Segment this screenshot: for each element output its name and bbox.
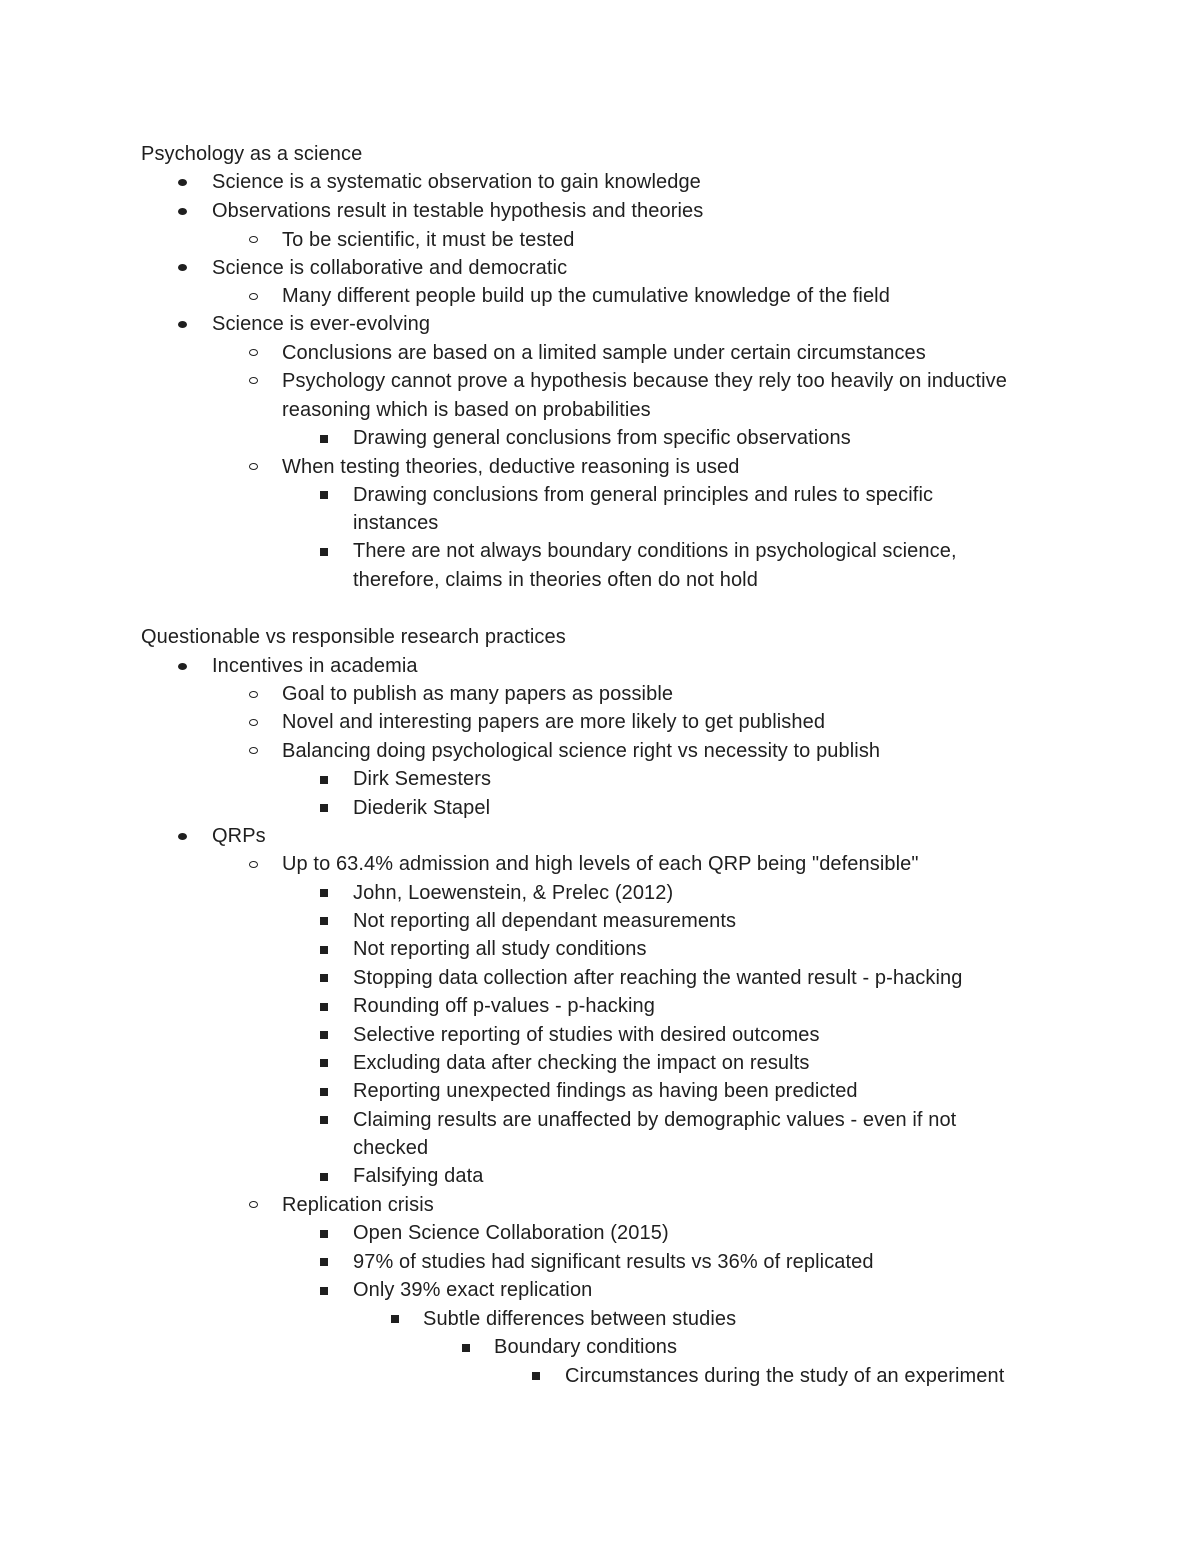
bullet-square-icon bbox=[320, 435, 328, 443]
bullet-square-icon bbox=[320, 1059, 328, 1067]
list-item: Diederik Stapel bbox=[353, 797, 491, 819]
list-item: Claiming results are unaffected by demographic values - even if not bbox=[353, 1109, 957, 1131]
list-item-continuation: therefore, claims in theories often do not hold bbox=[353, 569, 758, 591]
bullet-square-icon bbox=[320, 1287, 328, 1295]
list-item: Psychology cannot prove a hypothesis because they rely too heavily on inductive bbox=[282, 370, 1007, 392]
bullet-circle-icon bbox=[249, 463, 258, 470]
list-item: Open Science Collaboration (2015) bbox=[353, 1222, 669, 1244]
bullet-circle-icon bbox=[249, 377, 258, 384]
list-item: Goal to publish as many papers as possible bbox=[282, 683, 674, 705]
list-item: Conclusions are based on a limited sample under certain circumstances bbox=[282, 342, 926, 364]
bullet-square-icon bbox=[320, 776, 328, 784]
list-item-continuation: checked bbox=[353, 1137, 429, 1159]
list-item: Subtle differences between studies bbox=[423, 1308, 737, 1330]
bullet-circle-icon bbox=[249, 861, 258, 868]
bullet-disc-icon bbox=[178, 208, 187, 215]
list-item: Novel and interesting papers are more likely to get published bbox=[282, 711, 826, 733]
list-item: Many different people build up the cumulative knowledge of the field bbox=[282, 285, 890, 307]
bullet-square-icon bbox=[320, 1173, 328, 1181]
bullet-square-icon bbox=[320, 1003, 328, 1011]
bullet-disc-icon bbox=[178, 179, 187, 186]
list-item: Dirk Semesters bbox=[353, 768, 492, 790]
bullet-square-icon bbox=[320, 974, 328, 982]
list-item: Circumstances during the study of an experiment bbox=[565, 1365, 1005, 1387]
bullet-square-icon bbox=[320, 889, 328, 897]
list-item: Incentives in academia bbox=[212, 655, 418, 677]
list-item: QRPs bbox=[212, 825, 266, 847]
list-item: Falsifying data bbox=[353, 1165, 484, 1187]
list-item: Not reporting all study conditions bbox=[353, 938, 647, 960]
list-item: There are not always boundary conditions in psychological science, bbox=[353, 540, 957, 562]
list-item: John, Loewenstein, & Prelec (2012) bbox=[353, 882, 674, 904]
bullet-square-icon bbox=[320, 1230, 328, 1238]
list-item: Rounding off p-values - p-hacking bbox=[353, 995, 656, 1017]
list-item: Science is collaborative and democratic bbox=[212, 257, 568, 279]
list-item: Drawing conclusions from general principles and rules to specific bbox=[353, 484, 934, 506]
list-item: Excluding data after checking the impact on results bbox=[353, 1052, 810, 1074]
list-item: Selective reporting of studies with desired outcomes bbox=[353, 1024, 820, 1046]
bullet-disc-icon bbox=[178, 833, 187, 840]
list-item: Boundary conditions bbox=[494, 1336, 678, 1358]
bullet-square-icon bbox=[320, 491, 328, 499]
list-item: Up to 63.4% admission and high levels of each QRP being "defensible" bbox=[282, 853, 919, 875]
list-item: Observations result in testable hypothesis and theories bbox=[212, 200, 704, 222]
list-item: 97% of studies had significant results vs 36% of replicated bbox=[353, 1251, 874, 1273]
bullet-circle-icon bbox=[249, 747, 258, 754]
bullet-square-icon bbox=[320, 1258, 328, 1266]
section-heading: Questionable vs responsible research practices bbox=[141, 626, 566, 648]
list-item-continuation: reasoning which is based on probabilities bbox=[282, 399, 651, 421]
bullet-square-icon bbox=[320, 804, 328, 812]
bullet-square-icon bbox=[391, 1315, 399, 1323]
bullet-circle-icon bbox=[249, 349, 258, 356]
list-item: Science is ever-evolving bbox=[212, 313, 431, 335]
bullet-circle-icon bbox=[249, 1201, 258, 1208]
section-heading: Psychology as a science bbox=[141, 143, 363, 165]
list-item: Replication crisis bbox=[282, 1194, 434, 1216]
bullet-circle-icon bbox=[249, 691, 258, 698]
list-item: Stopping data collection after reaching the wanted result - p-hacking bbox=[353, 967, 963, 989]
bullet-square-icon bbox=[320, 548, 328, 556]
list-item: When testing theories, deductive reasoning is used bbox=[282, 456, 740, 478]
bullet-disc-icon bbox=[178, 321, 187, 328]
bullet-square-icon bbox=[320, 917, 328, 925]
bullet-circle-icon bbox=[249, 236, 258, 243]
bullet-square-icon bbox=[462, 1344, 470, 1352]
bullet-disc-icon bbox=[178, 663, 187, 670]
bullet-circle-icon bbox=[249, 293, 258, 300]
list-item: Science is a systematic observation to gain knowledge bbox=[212, 171, 701, 193]
list-item: To be scientific, it must be tested bbox=[282, 229, 575, 251]
bullet-square-icon bbox=[320, 1088, 328, 1096]
list-item: Reporting unexpected findings as having been predicted bbox=[353, 1080, 858, 1102]
list-item: Drawing general conclusions from specific observations bbox=[353, 427, 851, 449]
bullet-square-icon bbox=[320, 1031, 328, 1039]
list-item-continuation: instances bbox=[353, 512, 439, 534]
list-item: Balancing doing psychological science right vs necessity to publish bbox=[282, 740, 881, 762]
bullet-disc-icon bbox=[178, 264, 187, 271]
bullet-square-icon bbox=[320, 946, 328, 954]
list-item: Not reporting all dependant measurements bbox=[353, 910, 737, 932]
bullet-square-icon bbox=[532, 1372, 540, 1380]
bullet-circle-icon bbox=[249, 719, 258, 726]
list-item: Only 39% exact replication bbox=[353, 1279, 593, 1301]
bullet-square-icon bbox=[320, 1116, 328, 1124]
